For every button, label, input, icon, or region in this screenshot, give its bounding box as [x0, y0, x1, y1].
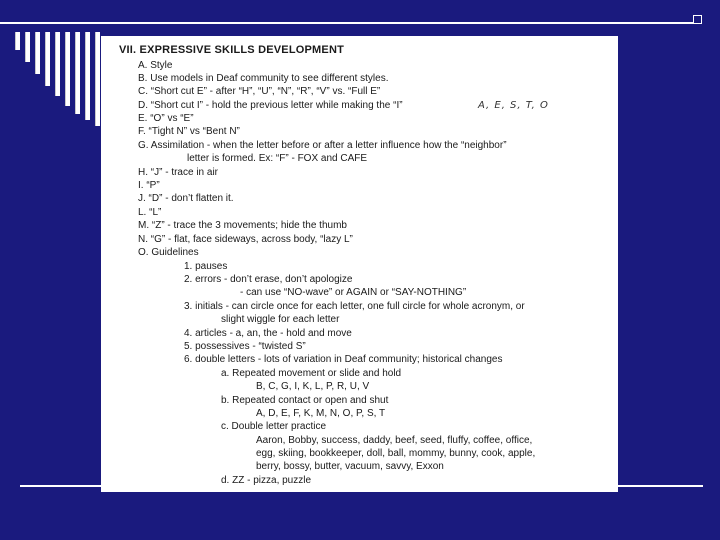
outline-item: Aaron, Bobby, success, daddy, beef, seed, fluffy, coffee, office,: [256, 435, 533, 446]
outline-item: B, C, G, I, K, L, P, R, U, V: [256, 381, 370, 392]
outline-item: 4. articles - a, an, the - hold and move: [184, 328, 352, 339]
decorative-bar: [25, 32, 30, 62]
outline-item: d. ZZ - pizza, puzzle: [221, 475, 312, 486]
outline-item: berry, bossy, butter, vacuum, savvy, Exxon: [256, 461, 444, 472]
outline-item: H. “J” - trace in air: [138, 167, 219, 178]
outline-item: slight wiggle for each letter: [221, 314, 340, 325]
decorative-bar: [15, 32, 20, 50]
outline-item: a. Repeated movement or slide and hold: [221, 368, 402, 379]
outline-item: D. “Short cut I” - hold the previous letter while making the “I”: [138, 100, 403, 111]
top-rule: [0, 22, 698, 24]
outline-item: 6. double letters - lots of variation in Deaf community; historical changes: [184, 354, 503, 365]
outline-item: A. Style: [138, 60, 173, 71]
bottom-rule-right: [618, 485, 703, 487]
outline-item: B. Use models in Deaf community to see different styles.: [138, 73, 389, 84]
outline-item: C. “Short cut E” - after “H”, “U”, “N”, “R”, “V” vs. “Full E”: [138, 86, 381, 97]
outline-item: A, D, E, F, K, M, N, O, P, S, T: [256, 408, 386, 419]
outline-item: N. “G” - flat, face sideways, across body, “lazy L”: [138, 234, 353, 245]
bottom-rule-left: [20, 485, 102, 487]
decorative-bar: [95, 32, 100, 126]
outline-item: letter is formed. Ex: “F” - FOX and CAFE: [187, 153, 368, 164]
outline-item: 5. possessives - “twisted S”: [184, 341, 306, 352]
outline-item: - can use “NO-wave” or AGAIN or “SAY-NOTHING”: [240, 287, 467, 298]
outline-item: I. “P”: [138, 180, 160, 191]
outline-item: egg, skiing, bookkeeper, doll, ball, mommy, bunny, cook, apple,: [256, 448, 536, 459]
decorative-bar: [55, 32, 60, 96]
decorative-bar: [75, 32, 80, 114]
decorative-bars: [15, 32, 110, 132]
outline-item: F. “Tight N” vs “Bent N”: [138, 126, 240, 137]
outline-item: L. “L”: [138, 207, 162, 218]
decorative-bar: [45, 32, 50, 86]
outline-item: b. Repeated contact or open and shut: [221, 395, 389, 406]
decorative-bar: [85, 32, 90, 120]
outline-item: 1. pauses: [184, 261, 228, 272]
outline-item: E. “O” vs “E”: [138, 113, 194, 124]
outline-item: 2. errors - don’t erase, don’t apologize: [184, 274, 353, 285]
outline-item: c. Double letter practice: [221, 421, 327, 432]
decorative-bar: [35, 32, 40, 74]
section-heading: VII. EXPRESSIVE SKILLS DEVELOPMENT: [119, 44, 345, 56]
decorative-bar: [65, 32, 70, 106]
outline-item: J. “D” - don’t flatten it.: [138, 193, 234, 204]
outline-item: 3. initials - can circle once for each letter, one full circle for whole acronym, or: [184, 301, 525, 312]
outline-item: G. Assimilation - when the letter before or after a letter influence how the “neighbor”: [138, 140, 507, 151]
top-square-ornament: [693, 15, 702, 24]
outline-item: M. “Z” - trace the 3 movements; hide the thumb: [138, 220, 347, 231]
outline-item: O. Guidelines: [138, 247, 199, 258]
handwritten-note: A, E, S, T, O: [478, 100, 549, 111]
scanned-document-page: [101, 36, 618, 492]
